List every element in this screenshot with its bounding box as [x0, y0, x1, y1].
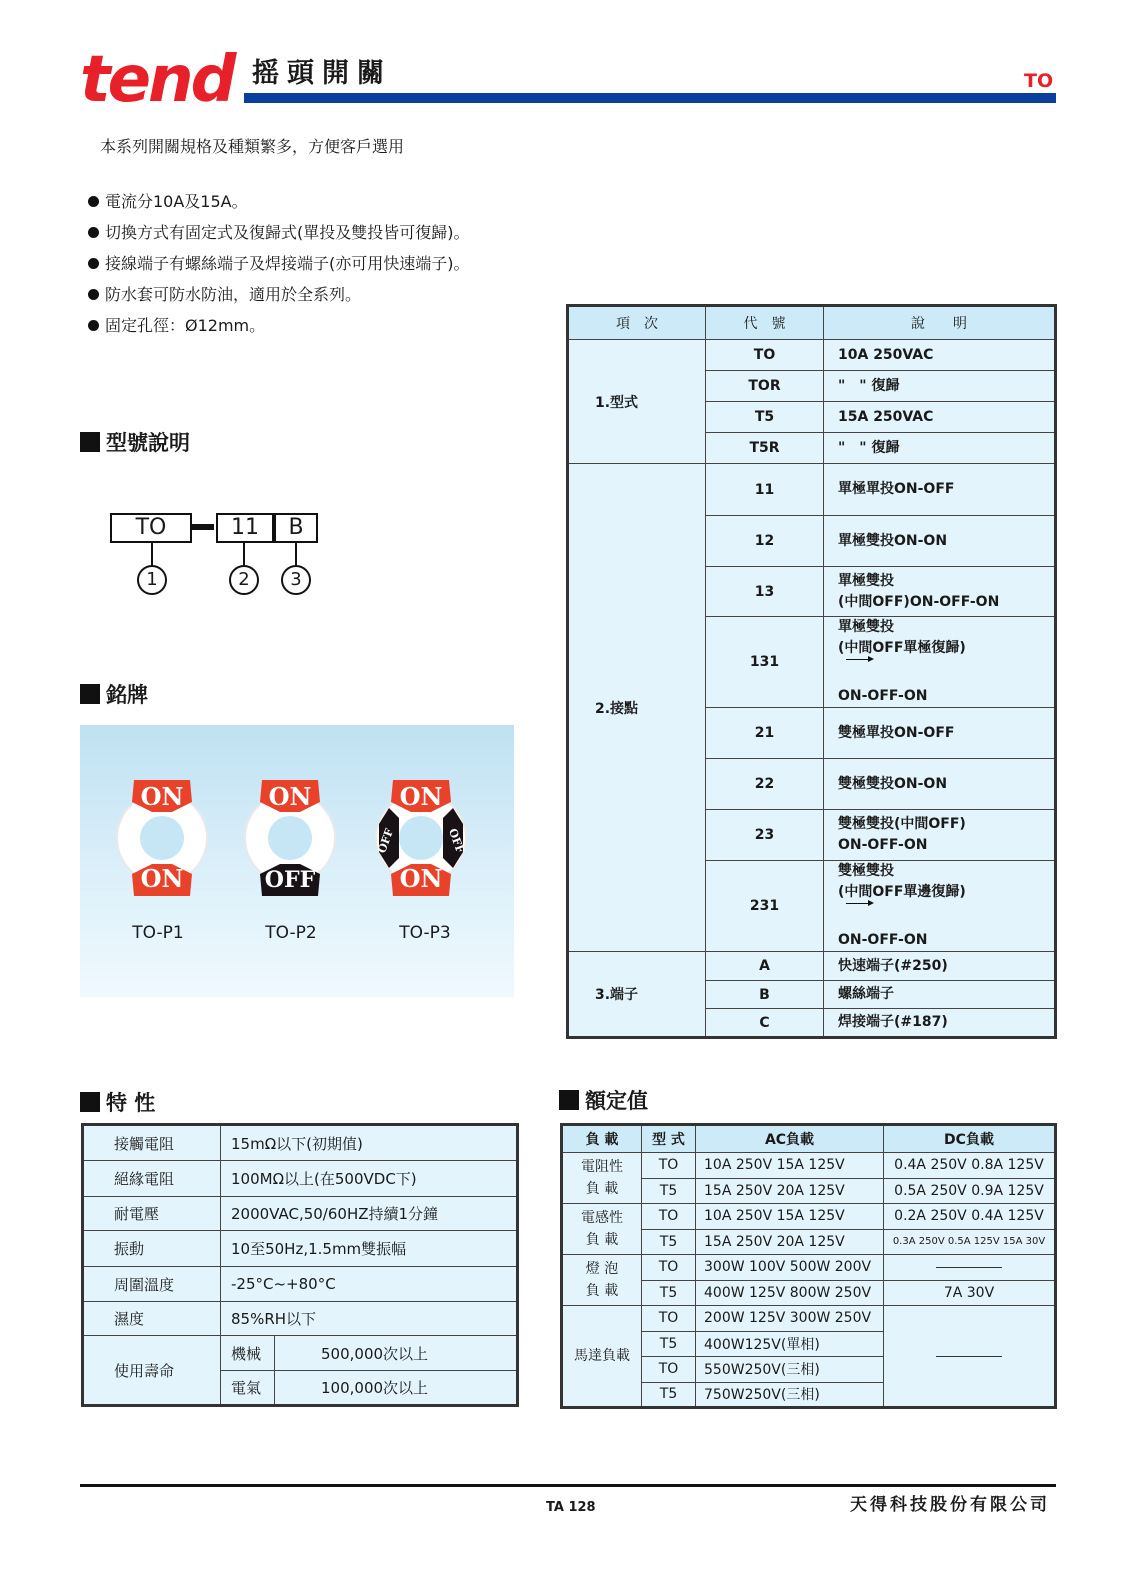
rating-row: [562, 1306, 1056, 1332]
feature-item: 切換方式有固定式及復歸式(單投及雙投皆可復歸)。: [88, 217, 470, 248]
life-type: 機械: [221, 1336, 275, 1371]
char-value: -25°C~+80°C: [221, 1267, 518, 1302]
col-header-item: 項 次: [568, 306, 706, 340]
rating-load: 馬達負載: [562, 1306, 642, 1408]
rating-type: T5: [642, 1229, 696, 1255]
footer-line: [80, 1484, 1056, 1487]
code-spec-table: [566, 304, 1057, 1039]
spec-code: 23: [706, 810, 824, 861]
char-value: 85%RH以下: [221, 1302, 518, 1336]
model-marker-2: 2: [229, 565, 259, 595]
header-bar: [244, 93, 1056, 103]
model-marker-1: 1: [137, 565, 167, 595]
svg-text:ON: ON: [140, 782, 184, 811]
rating-type: TO: [642, 1153, 696, 1179]
feature-list: [88, 186, 470, 341]
char-label: 振動: [83, 1231, 221, 1267]
spec-code: 11: [706, 464, 824, 516]
spec-desc: 雙極雙投(中間OFF) ON-OFF-ON: [824, 810, 1056, 861]
spec-row: [568, 952, 1056, 981]
rating-ac: 10A 250V 15A 125V: [696, 1153, 884, 1179]
spec-code: B: [706, 981, 824, 1009]
spec-desc: 單極雙投ON-ON: [824, 516, 1056, 567]
nameplate-panel: [80, 725, 514, 997]
model-box-terminal: B: [274, 513, 318, 543]
svg-text:ON: ON: [399, 864, 443, 893]
rating-ac: 750W250V(三相): [696, 1382, 884, 1408]
life-value: 100,000次以上: [275, 1371, 518, 1406]
rating-type: TO: [642, 1357, 696, 1383]
spec-desc: 15A 250VAC: [824, 402, 1056, 433]
char-row: [83, 1336, 518, 1371]
page-number: TA 128: [546, 1500, 596, 1515]
nameplate-label-p1: TO-P1: [132, 923, 184, 943]
rating-section-title: 額定值: [559, 1088, 648, 1114]
rating-type: T5: [642, 1382, 696, 1408]
rating-ac: 200W 125V 300W 250V: [696, 1306, 884, 1332]
char-value: 10至50Hz,1.5mm雙振幅: [221, 1231, 518, 1267]
characteristics-table: [81, 1123, 519, 1407]
rating-dc: 0.2A 250V 0.4A 125V: [884, 1204, 1056, 1230]
svg-text:OFF: OFF: [445, 826, 467, 855]
rating-dc: 0.4A 250V 0.8A 125V: [884, 1153, 1056, 1179]
char-row: [83, 1197, 518, 1231]
rating-ac: 400W125V(單相): [696, 1331, 884, 1357]
intro-text: 本系列開關規格及種類繁多，方便客戶選用: [100, 137, 405, 156]
rating-ac: 300W 100V 500W 200V: [696, 1255, 884, 1281]
feature-item: 接線端子有螺絲端子及焊接端子(亦可用快速端子)。: [88, 248, 470, 279]
svg-text:ON: ON: [399, 782, 443, 811]
nameplate-label-p3: TO-P3: [399, 923, 451, 943]
svg-text:OFF: OFF: [264, 867, 316, 893]
char-value: 15mΩ以下(初期值): [221, 1125, 518, 1161]
char-label: 周圍溫度: [83, 1267, 221, 1302]
spec-table-body: [568, 340, 1056, 1038]
svg-text:ON: ON: [140, 864, 184, 893]
rating-row: [562, 1204, 1056, 1230]
rating-dc: 0.3A 250V 0.5A 125V 15A 30V: [884, 1229, 1056, 1255]
rating-ac: 15A 250V 20A 125V: [696, 1178, 884, 1204]
rating-load: 燈 泡 負 載: [562, 1255, 642, 1306]
page-title: 摇頭開關: [252, 58, 392, 89]
rating-load: 電阻性 負 載: [562, 1153, 642, 1204]
spec-desc: 雙極雙投 (中間OFF單邊復歸) ON-OFF-ON: [824, 861, 1056, 952]
rating-header-ac: AC負載: [696, 1125, 884, 1153]
nameplate-graphics: [80, 725, 514, 997]
char-value: 100MΩ以上(在500VDC下): [221, 1161, 518, 1197]
spec-desc: 單極雙投 (中間OFF單極復歸) ON-OFF-ON: [824, 617, 1056, 708]
spec-group-name: 1.型式: [568, 340, 706, 464]
model-box-series: TO: [110, 513, 192, 543]
rating-type: T5: [642, 1178, 696, 1204]
life-type: 電氣: [221, 1371, 275, 1406]
company-name: 天得科技股份有限公司: [850, 1495, 1050, 1515]
char-label: 接觸電阻: [83, 1125, 221, 1161]
rating-ac: 550W250V(三相): [696, 1357, 884, 1383]
spec-desc: 單極單投ON-OFF: [824, 464, 1056, 516]
rating-ac: 400W 125V 800W 250V: [696, 1280, 884, 1306]
spec-group-name: 3.端子: [568, 952, 706, 1038]
spec-code: 12: [706, 516, 824, 567]
rating-dc: [884, 1255, 1056, 1281]
spec-group-name: 2.接點: [568, 464, 706, 952]
spec-code: TO: [706, 340, 824, 371]
char-row: [83, 1302, 518, 1336]
characteristics-section-title: 特 性: [80, 1090, 155, 1116]
spec-desc: 雙極單投ON-OFF: [824, 708, 1056, 759]
nameplate-p2: [245, 780, 335, 896]
spec-code: 22: [706, 759, 824, 810]
char-label: 使用壽命: [83, 1336, 221, 1406]
rating-dc: 7A 30V: [884, 1280, 1056, 1306]
rating-load: 電感性 負 載: [562, 1204, 642, 1255]
rating-table: [560, 1123, 1057, 1409]
series-code: TO: [1024, 70, 1054, 92]
spec-desc: 焊接端子(#187): [824, 1009, 1056, 1038]
rating-row: [562, 1255, 1056, 1281]
char-row: [83, 1267, 518, 1302]
svg-text:ON: ON: [268, 782, 312, 811]
spec-code: A: [706, 952, 824, 981]
char-label: 絕緣電阻: [83, 1161, 221, 1197]
col-header-code: 代 號: [706, 306, 824, 340]
brand-logo: tend: [80, 43, 234, 117]
char-label: 耐電壓: [83, 1197, 221, 1231]
nameplate-p3: [375, 780, 466, 896]
spec-code: C: [706, 1009, 824, 1038]
rating-header-dc: DC負載: [884, 1125, 1056, 1153]
model-box-contact: 11: [216, 513, 274, 543]
rating-type: T5: [642, 1280, 696, 1306]
rating-ac: 15A 250V 20A 125V: [696, 1229, 884, 1255]
spec-code: 131: [706, 617, 824, 708]
svg-text:OFF: OFF: [375, 826, 397, 855]
spec-code: TOR: [706, 371, 824, 402]
char-row: [83, 1231, 518, 1267]
feature-item: 防水套可防水防油，適用於全系列。: [88, 279, 470, 310]
nameplate-p1: [117, 780, 207, 896]
rating-type: T5: [642, 1331, 696, 1357]
rating-type: TO: [642, 1255, 696, 1281]
model-section-title: 型號說明: [80, 430, 190, 456]
nameplate-section-title: 銘牌: [80, 682, 148, 708]
char-row: [83, 1125, 518, 1161]
rating-row: [562, 1153, 1056, 1179]
rating-header-type: 型 式: [642, 1125, 696, 1153]
nameplate-label-p2: TO-P2: [265, 923, 317, 943]
col-header-desc: 說 明: [824, 306, 1056, 340]
feature-item: 固定孔徑：Ø12mm。: [88, 310, 470, 341]
rating-type: TO: [642, 1204, 696, 1230]
model-marker-3: 3: [281, 565, 311, 595]
spec-row: [568, 340, 1056, 371]
spec-desc: 10A 250VAC: [824, 340, 1056, 371]
rating-header-load: 負 載: [562, 1125, 642, 1153]
spec-desc: 單極雙投 (中間OFF)ON-OFF-ON: [824, 567, 1056, 617]
feature-item: 電流分10A及15A。: [88, 186, 470, 217]
spec-code: 231: [706, 861, 824, 952]
rating-ac: 10A 250V 15A 125V: [696, 1204, 884, 1230]
spec-code: T5: [706, 402, 824, 433]
char-value: 2000VAC,50/60HZ持續1分鐘: [221, 1197, 518, 1231]
spec-desc: 快速端子(#250): [824, 952, 1056, 981]
spec-desc: 螺絲端子: [824, 981, 1056, 1009]
spec-row: [568, 464, 1056, 516]
life-value: 500,000次以上: [275, 1336, 518, 1371]
spec-desc: " " 復歸: [824, 433, 1056, 464]
char-label: 濕度: [83, 1302, 221, 1336]
rating-dc: 0.5A 250V 0.9A 125V: [884, 1178, 1056, 1204]
spec-code: T5R: [706, 433, 824, 464]
spec-desc: " " 復歸: [824, 371, 1056, 402]
char-row: [83, 1161, 518, 1197]
rating-type: TO: [642, 1306, 696, 1332]
spec-code: 13: [706, 567, 824, 617]
spec-desc: 雙極雙投ON-ON: [824, 759, 1056, 810]
model-dash: [192, 524, 214, 530]
rating-dc-empty: [884, 1306, 1056, 1408]
spec-code: 21: [706, 708, 824, 759]
